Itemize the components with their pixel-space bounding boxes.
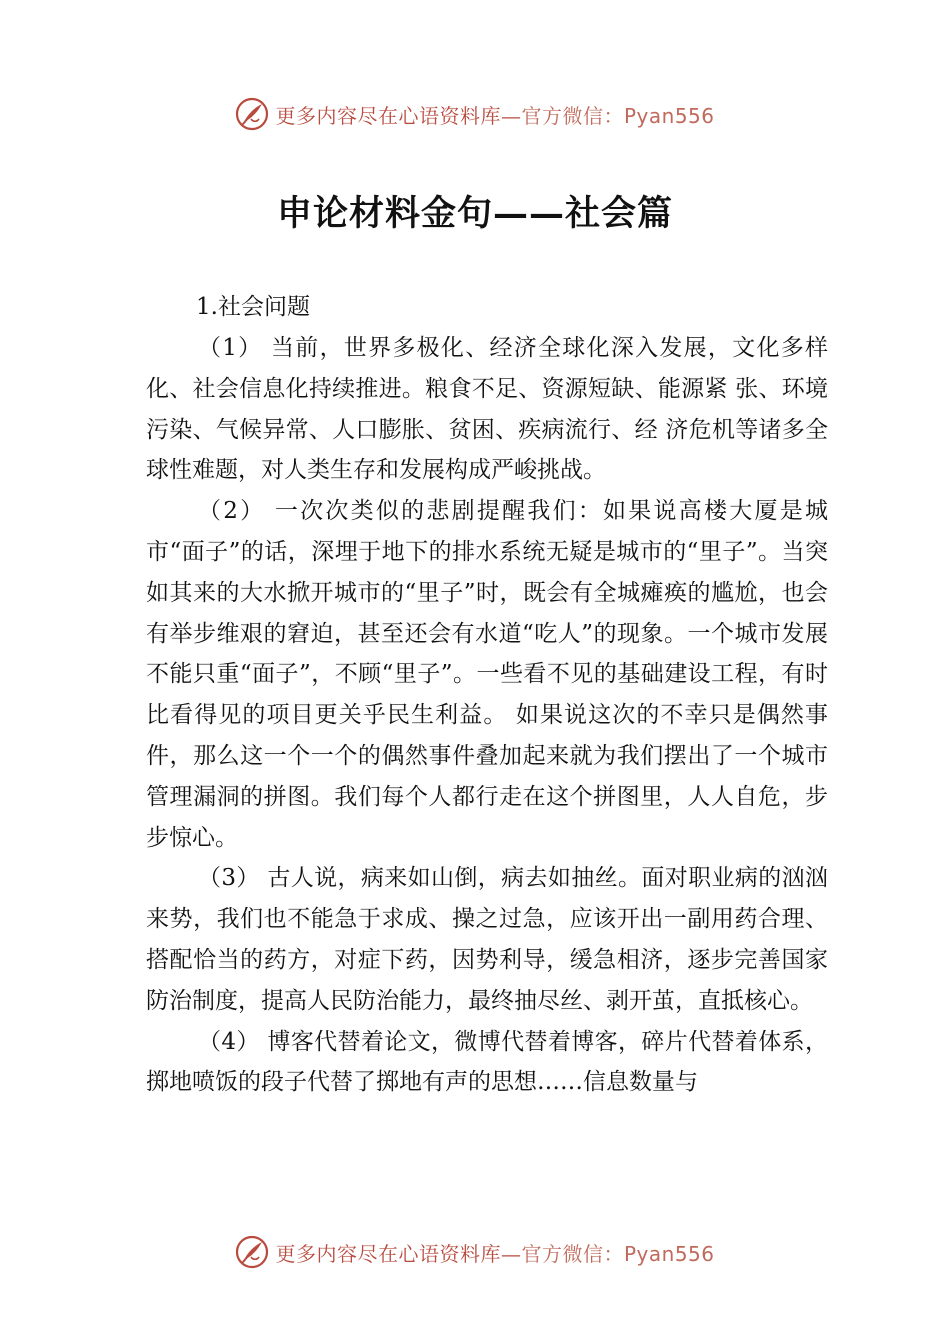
- paragraph-4: （4） 博客代替着论文，微博代替着博客，碎片代替着体系，掷地喷饭的段子代替了掷地有声的思想……信息数量与: [146, 1028, 828, 1096]
- quill-pen-logo-icon: [235, 1235, 269, 1269]
- watermark-slogan: 更多内容尽在心语资料库—: [275, 1241, 522, 1266]
- quill-pen-logo-icon: [235, 97, 269, 131]
- paragraph-3: （3） 古人说，病来如山倒，病去如抽丝。面对职业病的汹汹来势，我们也不能急于求成、操之过急，应该开出一副用药合理、搭配恰当的药方，对症下药，因势利导，缓急相济，逐步完善国家防治制度，提高人民防治能力，最终抽尽丝、剥开茧，直抵核心。: [146, 865, 828, 1014]
- wechat-id: Pyan556: [623, 1241, 715, 1266]
- wechat-id: Pyan556: [623, 103, 715, 128]
- page-title: 申论材料金句——社会篇: [276, 193, 673, 234]
- paragraph-1: （1） 当前，世界多极化、经济全球化深入发展，文化多样化、社会信息化持续推进。粮食不足、资源短缺、能源紧 张、环境污染、气候异常、人口膨胀、贫困、疾病流行、经 济危机等诸多全球性难题，对人类生存和发展构成严峻挑战。: [146, 335, 828, 484]
- section-heading: 1.社会问题: [196, 294, 310, 320]
- watermark-slogan: 更多内容尽在心语资料库—: [275, 103, 522, 128]
- wechat-label: 官方微信：: [521, 1241, 624, 1266]
- footer-watermark: [0, 1232, 950, 1272]
- header-watermark: [0, 94, 950, 134]
- wechat-label: 官方微信：: [521, 103, 624, 128]
- watermark-text: [275, 1238, 714, 1267]
- watermark-text: [275, 100, 714, 129]
- document-body: [146, 286, 828, 1103]
- paragraph-2: （2） 一次次类似的悲剧提醒我们：如果说高楼大厦是城市“面子”的话，深埋于地下的排水系统无疑是城市的“里子”。当突如其来的大水掀开城市的“里子”时，既会有全城瘫痪的尴尬，也会有举步维艰的窘迫，甚至还会有水道“吃人”的现象。一个城市发展不能只重“面子”，不顾“里子”。一些看不见的基础建设工程，有时比看得见的项目更关乎民生利益。 如果说这次的不幸只是偶然事件，那么这一个一个的偶然事件叠加起来就为我们摆出了一个城市管理漏洞的拼图。我们每个人都行走在这个拼图里，人人自危，步步惊心。: [146, 498, 828, 851]
